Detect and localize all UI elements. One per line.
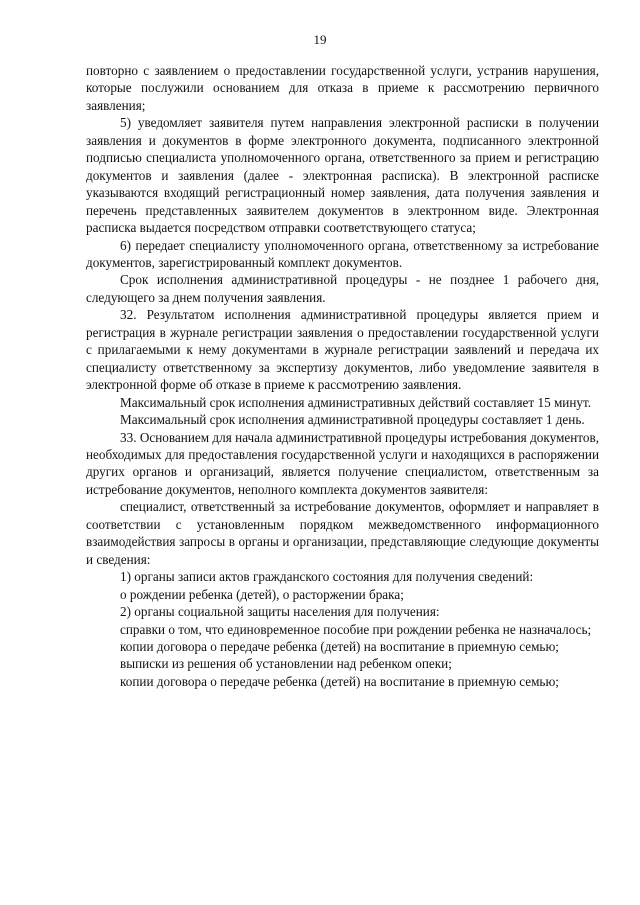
- paragraph: копии договора о передаче ребенка (детей) на воспитание в приемную семью;: [120, 638, 559, 654]
- document-body: [86, 62, 599, 690]
- paragraph: 32. Результатом исполнения административной процедуры является прием и регистрация в журнале регистрации заявления о предоставлении государственной услуги с прилагаемыми к нему документами в журнале регистрации заявлений и передача их специалисту ответственному за экспертизу документов, либо уведомление заявителя в электронной форме об отказе в приеме к рассмотрению заявления.: [86, 307, 599, 393]
- page-number: 19: [313, 32, 327, 47]
- paragraph: выписки из решения об установлении над ребенком опеки;: [120, 656, 452, 672]
- paragraph: о рождении ребенка (детей), о расторжении брака;: [120, 586, 404, 602]
- paragraph: Максимальный срок исполнения административных действий составляет 15 минут.: [120, 394, 592, 410]
- paragraph: Максимальный срок исполнения административной процедуры составляет 1 день.: [120, 412, 585, 428]
- paragraph: 2) органы социальной защиты населения для получения:: [120, 604, 440, 620]
- paragraph: копии договора о передаче ребенка (детей) на воспитание в приемную семью;: [120, 673, 559, 689]
- paragraph: 5) уведомляет заявителя путем направления электронной расписки в получении заявления и документов в форме электронного документа, подписанного электронной подписью специалиста уполномоченного органа, ответственного за прием и регистрацию документов и заявления (далее - электронная расписка). В электронной расписке указываются входящий регистрационный номер заявления, дата получения заявления и перечень представленных заявителем документов в электронном виде. Электронная расписка выдается посредством отправки соответствующего статуса;: [86, 115, 599, 236]
- paragraph: повторно с заявлением о предоставлении государственной услуги, устранив нарушения, которые послужили основанием для отказа в приеме к рассмотрению первичного заявления;: [86, 63, 599, 113]
- paragraph: 1) органы записи актов гражданского состояния для получения сведений:: [120, 569, 534, 585]
- paragraph: справки о том, что единовременное пособие при рождении ребенка не назначалось;: [120, 621, 592, 637]
- paragraph: 6) передает специалисту уполномоченного органа, ответственному за истребование документов, зарегистрированный комплект документов.: [86, 237, 599, 270]
- paragraph: специалист, ответственный за истребование документов, оформляет и направляет в соответствии с установленным порядком межведомственного информационного взаимодействия запросы в органы и организации, представляющие следующие документы и сведения:: [86, 499, 599, 567]
- paragraph: Срок исполнения административной процедуры - не позднее 1 рабочего дня, следующего за днем получения заявления.: [86, 272, 599, 305]
- paragraph: 33. Основанием для начала административной процедуры истребования документов, необходимых для предоставления государственной услуги и находящихся в распоряжении других органов и организаций, является получение специалистом, ответственным за истребование документов, неполного комплекта документов заявителя:: [86, 429, 599, 497]
